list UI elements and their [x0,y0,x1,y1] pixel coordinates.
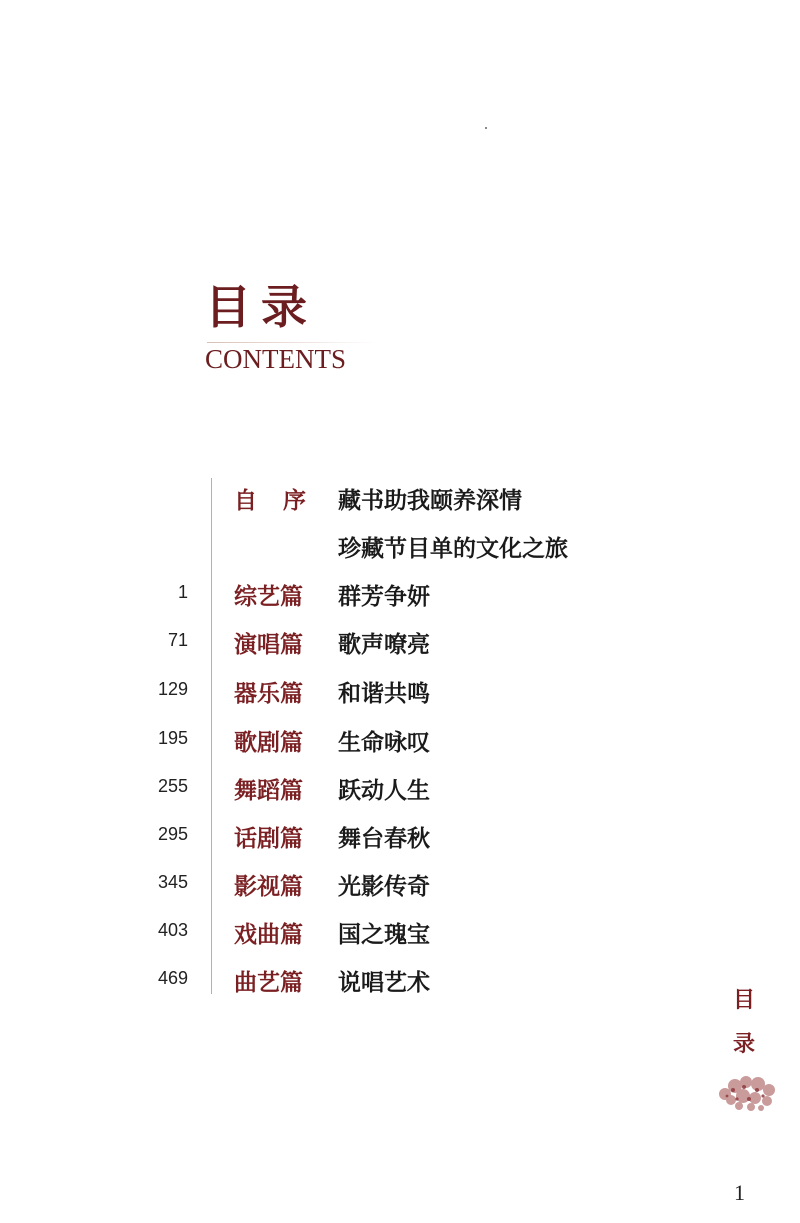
side-title-char: 目 [732,987,755,1013]
toc-section-label: 话剧篇 [234,825,303,852]
toc-section-label: 舞蹈篇 [234,777,303,804]
print-speck [485,127,487,129]
toc-entry-title: 歌声嘹亮 [338,631,430,658]
toc-entry-title: 光影传奇 [338,873,430,900]
toc-row [0,772,800,804]
toc-entry-title: 藏书助我颐养深情 [338,487,522,514]
toc-section-label: 歌剧篇 [234,729,303,756]
toc-section-label: 戏曲篇 [234,921,303,948]
toc-row [0,626,800,658]
toc-entry-title: 舞台春秋 [338,825,430,852]
title-divider [207,342,377,343]
toc-page-number: 469 [157,968,188,988]
toc-section-label: 曲艺篇 [234,969,303,996]
toc-row [0,724,800,756]
toc-section-label: 器乐篇 [234,680,303,707]
toc-entry-title: 珍藏节目单的文化之旅 [338,535,568,562]
toc-row [0,578,800,610]
toc-page-number: 195 [157,728,188,748]
toc-row-preface-2 [0,530,800,562]
toc-entry-title: 和谐共鸣 [338,680,430,707]
toc-section-label: 影视篇 [234,873,303,900]
toc-page-number: 1 [177,582,188,602]
toc-page-number: 255 [157,776,188,796]
toc-page-number: 129 [157,679,188,699]
toc-entry-title: 说唱艺术 [338,969,430,996]
toc-row-preface [0,482,800,514]
toc-section-label: 演唱篇 [234,631,303,658]
blossom-ornament-icon [713,1072,783,1116]
toc-page-number: 403 [157,920,188,940]
toc-row [0,820,800,852]
toc-section-label: 综艺篇 [234,583,303,610]
toc-section-label: 自序 [234,487,332,514]
toc-entry-title: 跃动人生 [338,777,430,804]
toc-entry-title: 群芳争妍 [338,583,430,610]
toc-row [0,916,800,948]
side-title-char: 录 [732,1031,755,1057]
toc-entry-title: 国之瑰宝 [338,921,430,948]
toc-page-number: 345 [157,872,188,892]
toc-row [0,964,800,996]
page-subtitle: CONTENTS [205,344,346,374]
side-running-title [731,978,757,1066]
toc-page-number: 71 [167,630,188,650]
toc-page-number: 295 [157,824,188,844]
toc-row [0,675,800,707]
toc-entry-title: 生命咏叹 [338,729,430,756]
toc-row [0,868,800,900]
page-title: 目录 [205,280,317,334]
page-number-folio: 1 [734,1180,745,1205]
